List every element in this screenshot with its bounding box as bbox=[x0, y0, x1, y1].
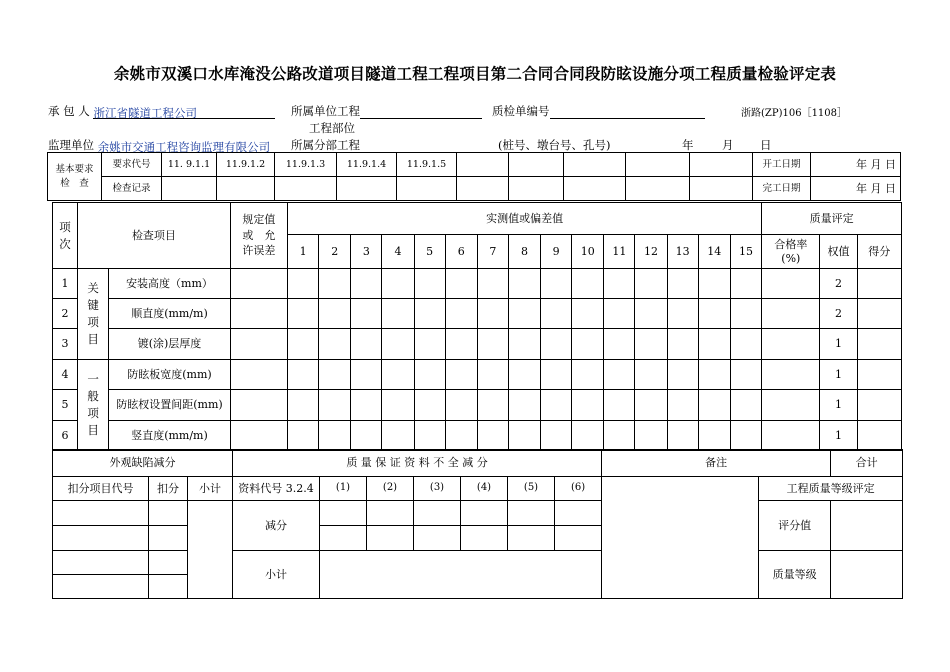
measure-cell[interactable] bbox=[635, 299, 667, 329]
check-record-cell[interactable] bbox=[626, 177, 690, 201]
measure-cell[interactable] bbox=[445, 329, 477, 360]
measure-cell[interactable] bbox=[604, 269, 635, 299]
measure-cell[interactable] bbox=[698, 299, 730, 329]
measure-cell[interactable] bbox=[288, 390, 319, 421]
data-num: (5) bbox=[508, 477, 555, 501]
measure-num: 15 bbox=[730, 235, 761, 269]
measure-cell[interactable] bbox=[319, 360, 351, 390]
form-code: 浙路(ZP)106［1108］ bbox=[741, 108, 848, 119]
row-spec-cell[interactable] bbox=[230, 269, 287, 299]
score-cell[interactable] bbox=[857, 390, 901, 421]
contractor-value: 浙江省隧道工程公司 bbox=[93, 106, 197, 120]
measure-num: 7 bbox=[477, 235, 508, 269]
row-no: 2 bbox=[53, 299, 78, 329]
data-num: (2) bbox=[367, 477, 414, 501]
data-deduct-cell[interactable] bbox=[320, 526, 367, 551]
score-cell[interactable] bbox=[857, 421, 901, 451]
check-record-cell[interactable] bbox=[564, 177, 626, 201]
req-code-label: 要求代号 bbox=[102, 153, 162, 177]
subtotal-cell[interactable] bbox=[188, 501, 233, 599]
start-date-label: 开工日期 bbox=[753, 153, 811, 177]
deduct-cell[interactable] bbox=[149, 526, 188, 551]
measure-cell[interactable] bbox=[477, 329, 508, 360]
score-cell[interactable] bbox=[857, 299, 901, 329]
pile-label: (桩号、墩台号、孔号) bbox=[498, 138, 611, 152]
measure-cell[interactable] bbox=[508, 390, 540, 421]
measure-cell[interactable] bbox=[288, 269, 319, 299]
measure-cell[interactable] bbox=[288, 329, 319, 360]
pile-field[interactable] bbox=[610, 139, 658, 153]
measure-cell[interactable] bbox=[382, 390, 414, 421]
measure-cell[interactable] bbox=[541, 390, 572, 421]
end-date-label: 完工日期 bbox=[753, 177, 811, 201]
pass-rate-cell[interactable] bbox=[762, 329, 820, 360]
measure-cell[interactable] bbox=[635, 329, 667, 360]
measure-cell[interactable] bbox=[730, 269, 761, 299]
deduct-cell[interactable] bbox=[149, 575, 188, 599]
measure-cell[interactable] bbox=[635, 390, 667, 421]
score-cell[interactable] bbox=[857, 269, 901, 299]
measure-num: 1 bbox=[288, 235, 319, 269]
contractor-field[interactable] bbox=[93, 105, 275, 119]
data-num: (1) bbox=[320, 477, 367, 501]
row-item: 防眩板宽度(mm) bbox=[109, 360, 231, 390]
measure-cell[interactable] bbox=[730, 299, 761, 329]
pass-rate-cell[interactable] bbox=[762, 390, 820, 421]
measure-num: 2 bbox=[319, 235, 351, 269]
measure-cell[interactable] bbox=[635, 360, 667, 390]
check-record-cell[interactable] bbox=[509, 177, 564, 201]
measure-cell[interactable] bbox=[604, 329, 635, 360]
supervisor-label: 监理单位 bbox=[48, 138, 94, 152]
pass-rate-cell[interactable] bbox=[762, 360, 820, 390]
row-no: 5 bbox=[53, 390, 78, 421]
row-item: 安装高度（mm） bbox=[109, 269, 231, 299]
measure-cell[interactable] bbox=[414, 329, 445, 360]
sub-project-label: 所属分部工程 bbox=[291, 138, 360, 152]
measure-cell[interactable] bbox=[445, 299, 477, 329]
group-key-items: 关 键 项 目 bbox=[78, 269, 109, 360]
inspection-no-row bbox=[492, 103, 705, 119]
measure-cell[interactable] bbox=[477, 360, 508, 390]
measure-cell[interactable] bbox=[382, 299, 414, 329]
measure-cell[interactable] bbox=[572, 329, 604, 360]
supervisor-value: 余姚市交通工程咨询监理有限公司 bbox=[97, 140, 271, 154]
row-no: 6 bbox=[53, 421, 78, 451]
row-weight: 1 bbox=[820, 329, 857, 360]
measure-cell[interactable] bbox=[667, 360, 698, 390]
inspection-no-field[interactable] bbox=[550, 105, 705, 119]
measure-cell[interactable] bbox=[351, 269, 382, 299]
measure-num: 6 bbox=[445, 235, 477, 269]
measure-num: 14 bbox=[698, 235, 730, 269]
measure-num: 5 bbox=[414, 235, 445, 269]
measure-cell[interactable] bbox=[698, 269, 730, 299]
measure-cell[interactable] bbox=[508, 360, 540, 390]
measure-num: 11 bbox=[604, 235, 635, 269]
row-spec-cell[interactable] bbox=[230, 421, 287, 451]
deduct-code-cell[interactable] bbox=[53, 526, 149, 551]
measure-cell[interactable] bbox=[541, 269, 572, 299]
row-spec-cell[interactable] bbox=[230, 360, 287, 390]
req-code-empty[interactable] bbox=[626, 153, 690, 177]
deduct-label: 扣分 bbox=[149, 477, 188, 501]
check-record-cell[interactable] bbox=[337, 177, 397, 201]
measure-cell[interactable] bbox=[730, 421, 761, 451]
score-value-cell[interactable] bbox=[831, 501, 903, 551]
pile-row bbox=[498, 137, 658, 153]
subtotal2-label: 小计 bbox=[233, 551, 320, 599]
measure-cell[interactable] bbox=[667, 299, 698, 329]
date-day: 日 bbox=[760, 138, 772, 152]
measure-cell[interactable] bbox=[572, 360, 604, 390]
measure-cell[interactable] bbox=[319, 421, 351, 451]
measure-cell[interactable] bbox=[572, 421, 604, 451]
col-quality: 质量评定 bbox=[762, 203, 902, 235]
measure-cell[interactable] bbox=[288, 299, 319, 329]
measure-num: 4 bbox=[382, 235, 414, 269]
measure-cell[interactable] bbox=[445, 360, 477, 390]
row-item: 防眩杈设置间距(mm) bbox=[109, 390, 231, 421]
row-spec-cell[interactable] bbox=[230, 299, 287, 329]
unit-project-field[interactable] bbox=[360, 105, 482, 119]
data-deduct-cell[interactable] bbox=[508, 526, 555, 551]
row-item: 镀(涂)层厚度 bbox=[109, 329, 231, 360]
row-no: 4 bbox=[53, 360, 78, 390]
measure-num: 13 bbox=[667, 235, 698, 269]
deduct-code-label: 扣分项目代号 bbox=[53, 477, 149, 501]
measure-num: 3 bbox=[351, 235, 382, 269]
measure-cell[interactable] bbox=[414, 360, 445, 390]
end-date-value[interactable]: 年 月 日 bbox=[811, 177, 901, 201]
contractor-row bbox=[48, 103, 275, 119]
score-cell[interactable] bbox=[857, 329, 901, 360]
req-code-5: 11.9.1.5 bbox=[397, 153, 457, 177]
measure-num: 10 bbox=[572, 235, 604, 269]
measure-num: 12 bbox=[635, 235, 667, 269]
basic-label-2: 检 查 bbox=[60, 177, 89, 189]
row-weight: 1 bbox=[820, 360, 857, 390]
measure-cell[interactable] bbox=[414, 269, 445, 299]
measure-cell[interactable] bbox=[319, 299, 351, 329]
measure-cell[interactable] bbox=[319, 329, 351, 360]
start-date-value[interactable]: 年 月 日 bbox=[811, 153, 901, 177]
measure-cell[interactable] bbox=[730, 329, 761, 360]
measure-cell[interactable] bbox=[351, 299, 382, 329]
supervisor-row bbox=[48, 137, 276, 153]
check-record-label: 检查记录 bbox=[102, 177, 162, 201]
data-num: (3) bbox=[414, 477, 461, 501]
dept-label: 工程部位 bbox=[309, 121, 355, 135]
measure-cell[interactable] bbox=[604, 390, 635, 421]
group-general-items: 一 般 项 目 bbox=[78, 360, 109, 451]
minus-label: 减分 bbox=[233, 501, 320, 551]
appearance-deduct-label: 外观缺陷减分 bbox=[53, 450, 233, 477]
row-weight: 2 bbox=[820, 269, 857, 299]
measure-cell[interactable] bbox=[635, 269, 667, 299]
pass-rate-cell[interactable] bbox=[762, 421, 820, 451]
measure-num: 8 bbox=[508, 235, 540, 269]
sub-project-row bbox=[291, 137, 482, 153]
measure-cell[interactable] bbox=[508, 269, 540, 299]
col-spec: 规定值 或 允 许误差 bbox=[230, 203, 287, 269]
subtotal-label: 小计 bbox=[188, 477, 233, 501]
col-weight: 权值 bbox=[820, 235, 857, 269]
deduct-cell[interactable] bbox=[149, 501, 188, 526]
measure-cell[interactable] bbox=[382, 360, 414, 390]
measure-cell[interactable] bbox=[445, 269, 477, 299]
measure-cell[interactable] bbox=[319, 269, 351, 299]
req-code-empty[interactable] bbox=[457, 153, 509, 177]
measure-cell[interactable] bbox=[698, 329, 730, 360]
deduct-code-cell[interactable] bbox=[53, 575, 149, 599]
check-record-cell[interactable] bbox=[162, 177, 217, 201]
col-measured: 实测值或偏差值 bbox=[288, 203, 762, 235]
data-incomplete-label: 质 量 保 证 资 料 不 全 减 分 bbox=[233, 450, 602, 477]
measure-cell[interactable] bbox=[382, 329, 414, 360]
measure-cell[interactable] bbox=[698, 390, 730, 421]
pass-rate-cell[interactable] bbox=[762, 269, 820, 299]
basic-label-1: 基本要求 bbox=[55, 163, 94, 175]
measure-cell[interactable] bbox=[667, 390, 698, 421]
basic-label-cell bbox=[48, 153, 102, 201]
quality-grade-label: 质量等级 bbox=[759, 551, 831, 599]
supervisor-field[interactable] bbox=[98, 139, 276, 153]
data-deduct-cell[interactable] bbox=[555, 501, 602, 526]
check-record-cell[interactable] bbox=[275, 177, 337, 201]
measure-cell[interactable] bbox=[604, 421, 635, 451]
data-deduct-cell[interactable] bbox=[461, 501, 508, 526]
req-code-empty[interactable] bbox=[690, 153, 753, 177]
measure-cell[interactable] bbox=[572, 390, 604, 421]
measure-cell[interactable] bbox=[667, 329, 698, 360]
check-record-cell[interactable] bbox=[397, 177, 457, 201]
row-weight: 1 bbox=[820, 421, 857, 451]
measure-cell[interactable] bbox=[477, 390, 508, 421]
row-no: 1 bbox=[53, 269, 78, 299]
measure-cell[interactable] bbox=[508, 329, 540, 360]
score-cell[interactable] bbox=[857, 360, 901, 390]
req-code-1: 11. 9.1.1 bbox=[162, 153, 217, 177]
row-item: 顺直度(mm/m) bbox=[109, 299, 231, 329]
grade-eval-label: 工程质量等级评定 bbox=[759, 477, 903, 501]
measure-cell[interactable] bbox=[414, 390, 445, 421]
measure-cell[interactable] bbox=[730, 360, 761, 390]
col-item-no: 项 次 bbox=[53, 203, 78, 269]
deduct-cell[interactable] bbox=[149, 551, 188, 575]
total-label: 合计 bbox=[831, 450, 903, 477]
measure-num: 9 bbox=[541, 235, 572, 269]
remarks-label: 备注 bbox=[602, 450, 831, 477]
measure-cell[interactable] bbox=[319, 390, 351, 421]
measure-cell[interactable] bbox=[508, 299, 540, 329]
measure-cell[interactable] bbox=[604, 360, 635, 390]
measure-cell[interactable] bbox=[572, 269, 604, 299]
data-deduct-cell[interactable] bbox=[461, 526, 508, 551]
req-code-4: 11.9.1.4 bbox=[337, 153, 397, 177]
col-check-item: 检查项目 bbox=[78, 203, 231, 269]
measure-cell[interactable] bbox=[477, 269, 508, 299]
req-code-empty[interactable] bbox=[509, 153, 564, 177]
remarks-cell[interactable] bbox=[602, 477, 759, 599]
measure-cell[interactable] bbox=[477, 421, 508, 451]
deduction-table bbox=[52, 449, 903, 599]
col-pass-rate: 合格率 (%) bbox=[762, 235, 820, 269]
measure-cell[interactable] bbox=[541, 421, 572, 451]
pass-rate-cell[interactable] bbox=[762, 299, 820, 329]
data-deduct-cell[interactable] bbox=[367, 501, 414, 526]
req-code-empty[interactable] bbox=[564, 153, 626, 177]
page-title: 余姚市双溪口水库淹没公路改道项目隧道工程工程项目第二合同合同段防眩设施分项工程质量检验评定表 bbox=[113, 65, 837, 83]
measure-cell[interactable] bbox=[445, 390, 477, 421]
row-spec-cell[interactable] bbox=[230, 390, 287, 421]
row-weight: 1 bbox=[820, 390, 857, 421]
measure-cell[interactable] bbox=[445, 421, 477, 451]
measure-cell[interactable] bbox=[667, 269, 698, 299]
measure-cell[interactable] bbox=[541, 299, 572, 329]
data-code-label: 资料代号 3.2.4 bbox=[233, 477, 320, 501]
data-deduct-cell[interactable] bbox=[367, 526, 414, 551]
basic-requirements-table bbox=[47, 152, 901, 201]
req-code-3: 11.9.1.3 bbox=[275, 153, 337, 177]
inspection-table bbox=[52, 202, 902, 451]
data-num: (4) bbox=[461, 477, 508, 501]
measure-cell[interactable] bbox=[351, 329, 382, 360]
measure-cell[interactable] bbox=[698, 360, 730, 390]
measure-cell[interactable] bbox=[730, 390, 761, 421]
measure-cell[interactable] bbox=[351, 390, 382, 421]
date-year: 年 bbox=[682, 138, 694, 152]
measure-cell[interactable] bbox=[477, 299, 508, 329]
row-no: 3 bbox=[53, 329, 78, 360]
measure-cell[interactable] bbox=[508, 421, 540, 451]
deduct-code-cell[interactable] bbox=[53, 551, 149, 575]
measure-cell[interactable] bbox=[541, 329, 572, 360]
quality-grade-cell[interactable] bbox=[831, 551, 903, 599]
measure-cell[interactable] bbox=[635, 421, 667, 451]
measure-cell[interactable] bbox=[698, 421, 730, 451]
col-score: 得分 bbox=[857, 235, 901, 269]
measure-cell[interactable] bbox=[351, 421, 382, 451]
unit-project-label: 所属单位工程 bbox=[291, 104, 360, 118]
deduct-code-cell[interactable] bbox=[53, 501, 149, 526]
measure-cell[interactable] bbox=[382, 269, 414, 299]
measure-cell[interactable] bbox=[288, 360, 319, 390]
row-spec-cell[interactable] bbox=[230, 329, 287, 360]
measure-cell[interactable] bbox=[572, 299, 604, 329]
data-deduct-cell[interactable] bbox=[414, 501, 461, 526]
contractor-label: 承 包 人 bbox=[48, 104, 90, 118]
row-item: 竖直度(mm/m) bbox=[109, 421, 231, 451]
measure-cell[interactable] bbox=[414, 421, 445, 451]
req-code-2: 11.9.1.2 bbox=[217, 153, 275, 177]
measure-cell[interactable] bbox=[351, 360, 382, 390]
unit-project-row bbox=[291, 103, 482, 119]
data-num: (6) bbox=[555, 477, 602, 501]
data-deduct-cell[interactable] bbox=[414, 526, 461, 551]
measure-cell[interactable] bbox=[414, 299, 445, 329]
measure-cell[interactable] bbox=[667, 421, 698, 451]
measure-cell[interactable] bbox=[604, 299, 635, 329]
data-subtotal-cell[interactable] bbox=[320, 551, 602, 599]
measure-cell[interactable] bbox=[382, 421, 414, 451]
check-record-cell[interactable] bbox=[217, 177, 275, 201]
sub-project-field[interactable] bbox=[360, 139, 482, 153]
check-record-cell[interactable] bbox=[690, 177, 753, 201]
check-record-cell[interactable] bbox=[457, 177, 509, 201]
score-value-label: 评分值 bbox=[759, 501, 831, 551]
data-deduct-cell[interactable] bbox=[555, 526, 602, 551]
data-deduct-cell[interactable] bbox=[508, 501, 555, 526]
measure-cell[interactable] bbox=[288, 421, 319, 451]
row-weight: 2 bbox=[820, 299, 857, 329]
measure-cell[interactable] bbox=[541, 360, 572, 390]
date-month: 月 bbox=[722, 138, 734, 152]
inspection-no-label: 质检单编号 bbox=[492, 104, 550, 118]
data-deduct-cell[interactable] bbox=[320, 501, 367, 526]
